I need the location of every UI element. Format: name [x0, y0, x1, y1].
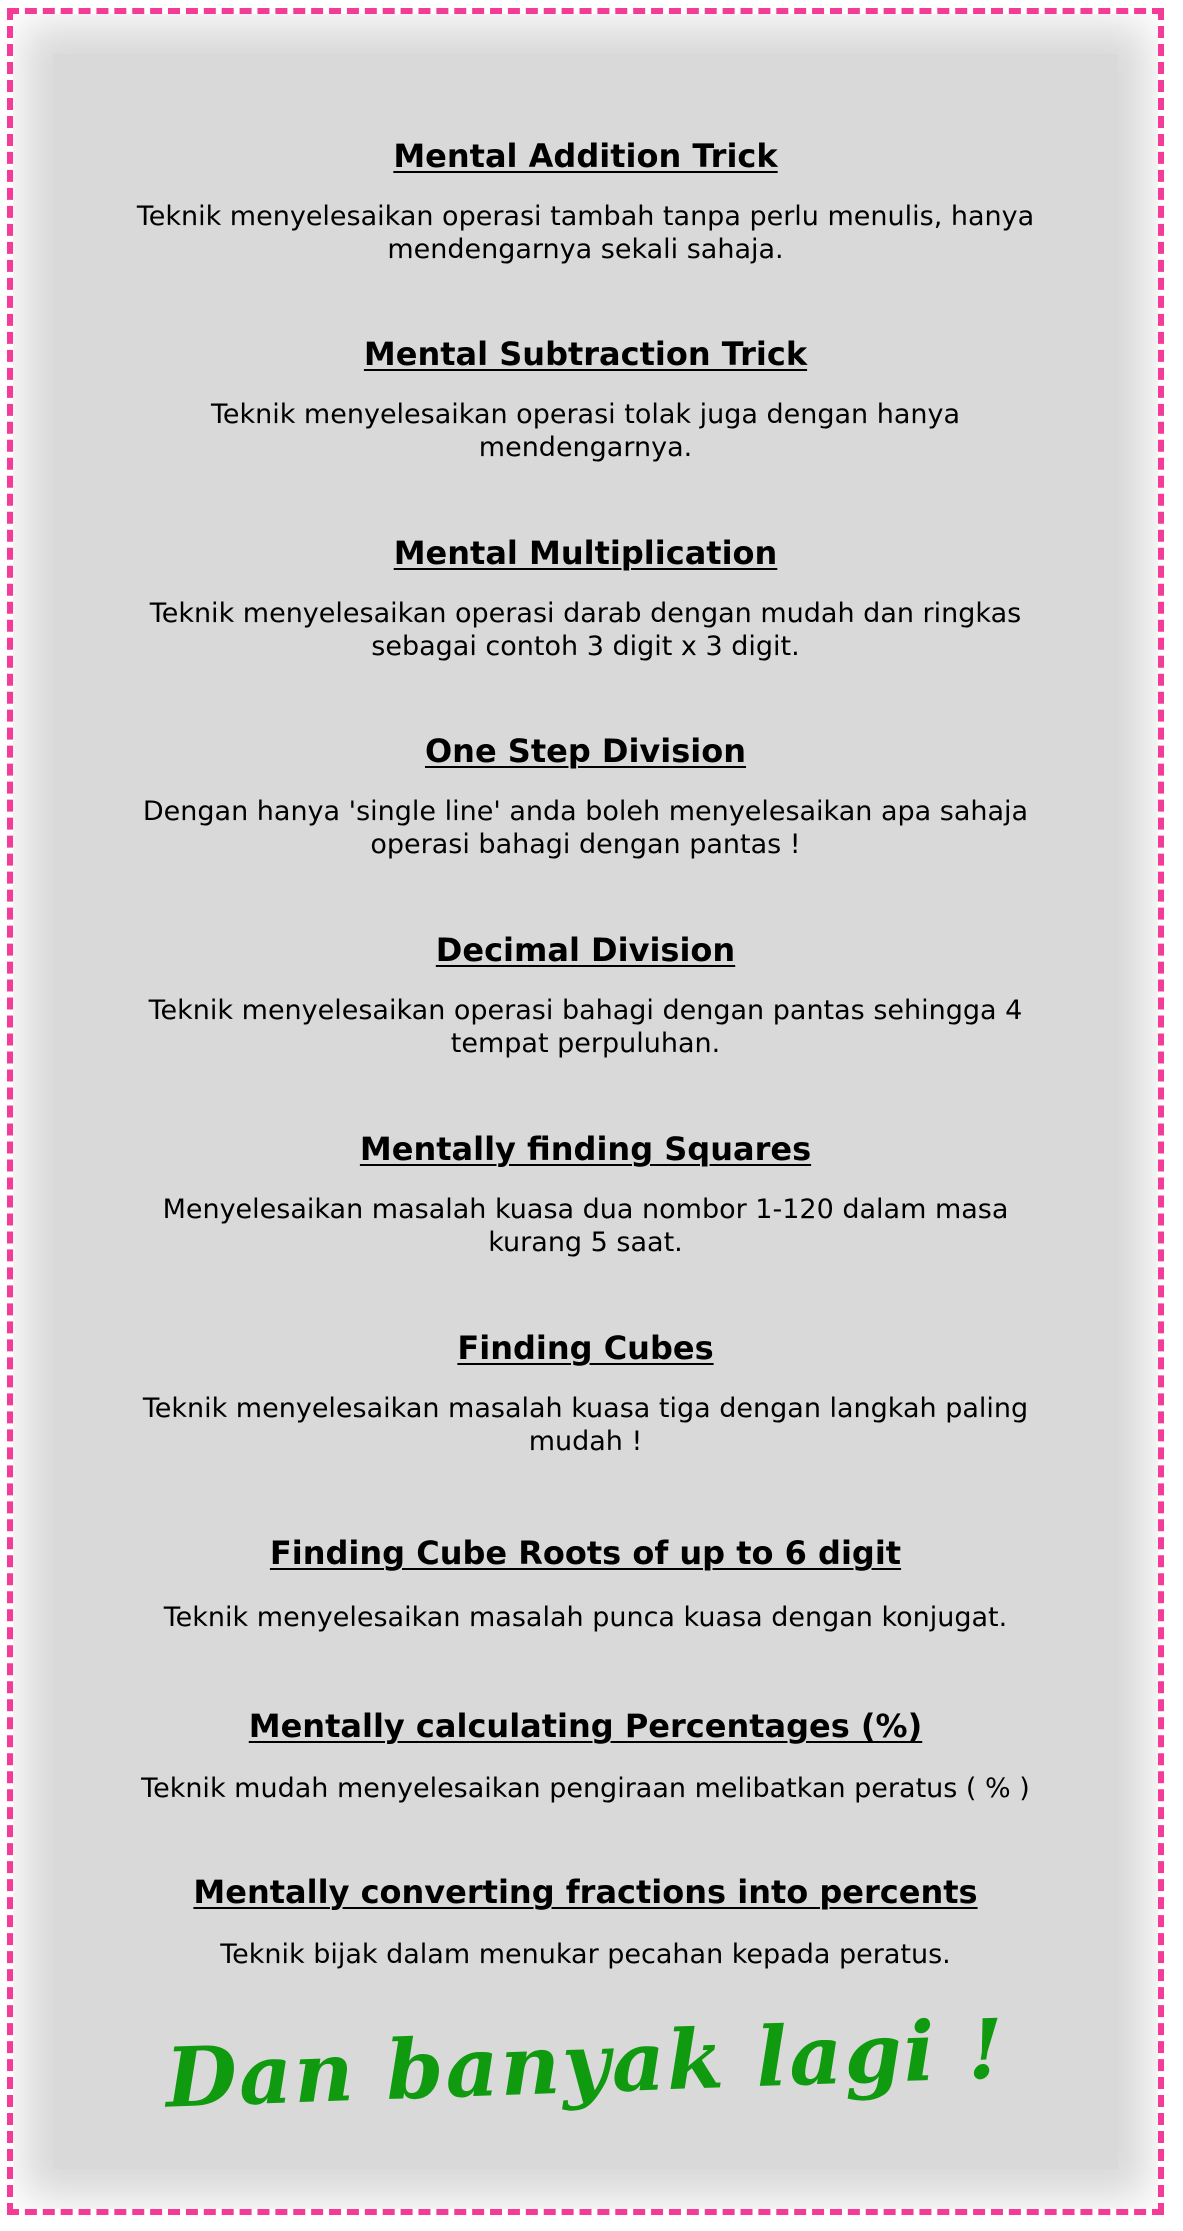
- section-cube-roots: [53, 1533, 1118, 1634]
- section-finding-cubes: [53, 1328, 1118, 1458]
- section-title: Mentally finding Squares: [359, 1130, 812, 1168]
- section-description: Menyelesaikan masalah kuasa dua nombor 1-120 dalam masa kurang 5 saat.: [162, 1194, 1009, 1258]
- section-one-step-division: [53, 731, 1118, 861]
- section-finding-squares: [53, 1129, 1118, 1259]
- section-description: Teknik menyelesaikan operasi tambah tanpa perlu menulis, hanya mendengarnya sekali sahaja.: [136, 201, 1035, 265]
- section-description: Dengan hanya 'single line' anda boleh menyelesaikan apa sahaja operasi bahagi dengan pantas !: [142, 796, 1029, 860]
- section-title: Decimal Division: [435, 931, 736, 969]
- section-mental-subtraction: [53, 334, 1118, 464]
- dashed-frame: [7, 8, 1164, 2215]
- section-title: Mental Addition Trick: [393, 137, 778, 175]
- section-fractions-to-percents: [53, 1872, 1118, 1971]
- section-title: Finding Cube Roots of up to 6 digit: [269, 1534, 902, 1572]
- section-decimal-division: [53, 930, 1118, 1060]
- section-percentages: [53, 1706, 1118, 1805]
- section-mental-addition: [53, 136, 1118, 266]
- section-description: Teknik mudah menyelesaikan pengiraan melibatkan peratus ( % ): [141, 1773, 1030, 1804]
- section-description: Teknik bijak dalam menukar pecahan kepada peratus.: [220, 1939, 951, 1970]
- section-title: Mentally calculating Percentages (%): [248, 1707, 923, 1745]
- section-title: Mental Multiplication: [393, 534, 778, 572]
- section-title: Finding Cubes: [457, 1329, 714, 1367]
- section-mental-multiplication: [53, 533, 1118, 663]
- closing-tagline: Dan banyak lagi !: [164, 2001, 1007, 2127]
- section-description: Teknik menyelesaikan masalah punca kuasa dengan konjugat.: [163, 1602, 1008, 1633]
- section-description: Teknik menyelesaikan operasi darab dengan mudah dan ringkas sebagai contoh 3 digit x 3 digit.: [149, 598, 1022, 662]
- section-title: Mental Subtraction Trick: [363, 335, 808, 373]
- section-description: Teknik menyelesaikan operasi tolak juga dengan hanya mendengarnya.: [210, 399, 961, 463]
- section-description: Teknik menyelesaikan operasi bahagi dengan pantas sehingga 4 tempat perpuluhan.: [148, 995, 1023, 1059]
- section-title: Mentally converting fractions into percents: [193, 1873, 978, 1911]
- section-description: Teknik menyelesaikan masalah kuasa tiga dengan langkah paling mudah !: [142, 1393, 1029, 1457]
- content-panel: [53, 54, 1118, 2169]
- section-title: One Step Division: [424, 732, 747, 770]
